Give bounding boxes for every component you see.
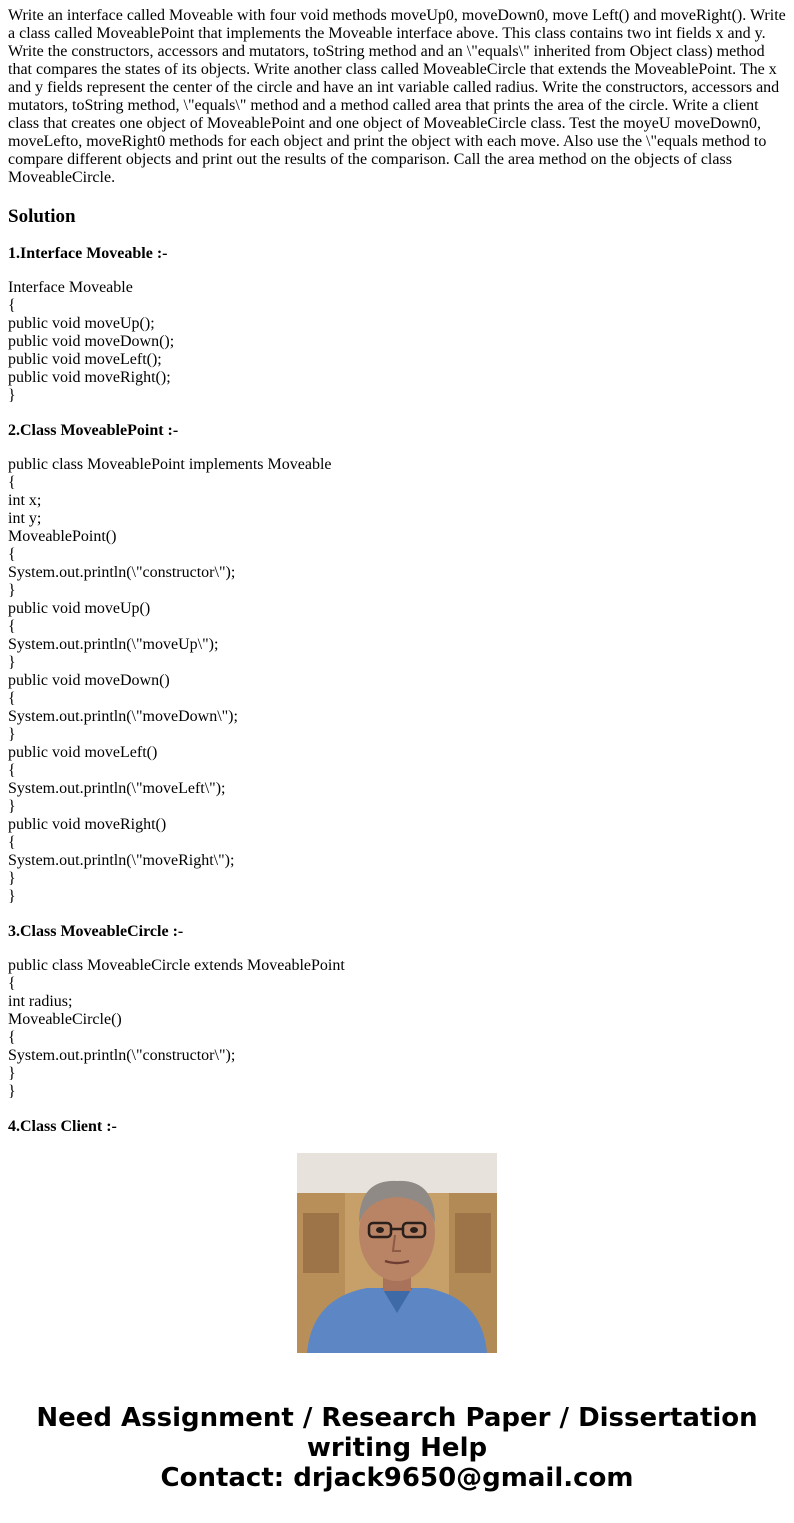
code-line: public void moveRight(); [8,369,171,386]
code-block [8,279,786,405]
section-title: 1.Interface Moveable :- [8,245,168,262]
code-line: MoveablePoint() [8,528,117,545]
code-line: System.out.println(\"moveRight\"); [8,852,235,869]
code-line: int y; [8,510,42,527]
code-line: } [8,870,16,887]
code-line: } [8,726,16,743]
code-line: public void moveLeft() [8,744,158,761]
code-line: } [8,1065,16,1082]
code-line: { [8,975,16,992]
document-content [8,7,786,1135]
code-line: System.out.println(\"constructor\"); [8,1047,236,1064]
code-line: { [8,690,16,707]
code-line: MoveableCircle() [8,1011,122,1028]
code-line: { [8,618,16,635]
code-line: } [8,798,16,815]
code-block [8,456,786,906]
code-line: } [8,387,16,404]
code-line: public class MoveablePoint implements Moveable [8,456,332,473]
promo-line-2: writing Help [306,1433,488,1463]
code-line: } [8,1083,16,1100]
code-line: public void moveDown() [8,672,170,689]
code-line: } [8,654,16,671]
code-line: public void moveUp(); [8,315,155,332]
code-line: { [8,762,16,779]
code-line: { [8,546,16,563]
code-line: { [8,834,16,851]
code-line: public class MoveableCircle extends MoveablePoint [8,957,345,974]
code-line: { [8,1029,16,1046]
section-title: 2.Class MoveablePoint :- [8,422,179,439]
code-line: { [8,474,16,491]
code-line: } [8,888,16,905]
code-line: System.out.println(\"constructor\"); [8,564,236,581]
code-line: { [8,297,16,314]
code-line: int x; [8,492,42,509]
promo-banner [0,1403,794,1493]
section-title: 4.Class Client :- [8,1118,117,1135]
section-title: 3.Class MoveableCircle :- [8,923,184,940]
promo-contact: Contact: drjack9650@gmail.com [160,1463,634,1493]
code-line: public void moveUp() [8,600,151,617]
question-text: Write an interface called Moveable with four void methods moveUp0, moveDown0, move Left() and moveRight(). Write a class called MoveablePoint that implements the Moveable interface above. This class contains two int fields x and y. Write the constructors, accessors and mutators, toString method and an \"equals\" inherited from Object class) method that compares the states of its objects. Write another class called MoveableCircle that extends the MoveablePoint. The x and y fields represent the center of the circle and have an int variable called radius. Write the constructors, accessors and mutators, toString method, \"equals\" method and a method called area that prints the area of the circle. Write a client class that creates one object of MoveablePoint and one object of MoveableCircle class. Test the moyeU moveDown0, moveLefto, moveRight0 methods for each object and print the object with each move. Also use the \"equals method to compare different objects and print out the results of the comparison. Call the area method on the objects of class MoveableCircle. [8,7,786,186]
code-line: public void moveDown(); [8,333,175,350]
code-block [8,957,786,1101]
promo-line-1: Need Assignment / Research Paper / Dissertation [36,1403,758,1433]
solution-sections [8,245,786,1136]
code-line: int radius; [8,993,73,1010]
solution-heading: Solution [8,206,76,227]
code-line: System.out.println(\"moveUp\"); [8,636,219,653]
author-photo [297,1153,497,1353]
code-line: Interface Moveable [8,279,133,296]
author-avatar [297,1153,497,1353]
code-line: } [8,582,16,599]
code-line: System.out.println(\"moveDown\"); [8,708,238,725]
code-line: System.out.println(\"moveLeft\"); [8,780,226,797]
code-line: public void moveLeft(); [8,351,162,368]
code-line: public void moveRight() [8,816,167,833]
